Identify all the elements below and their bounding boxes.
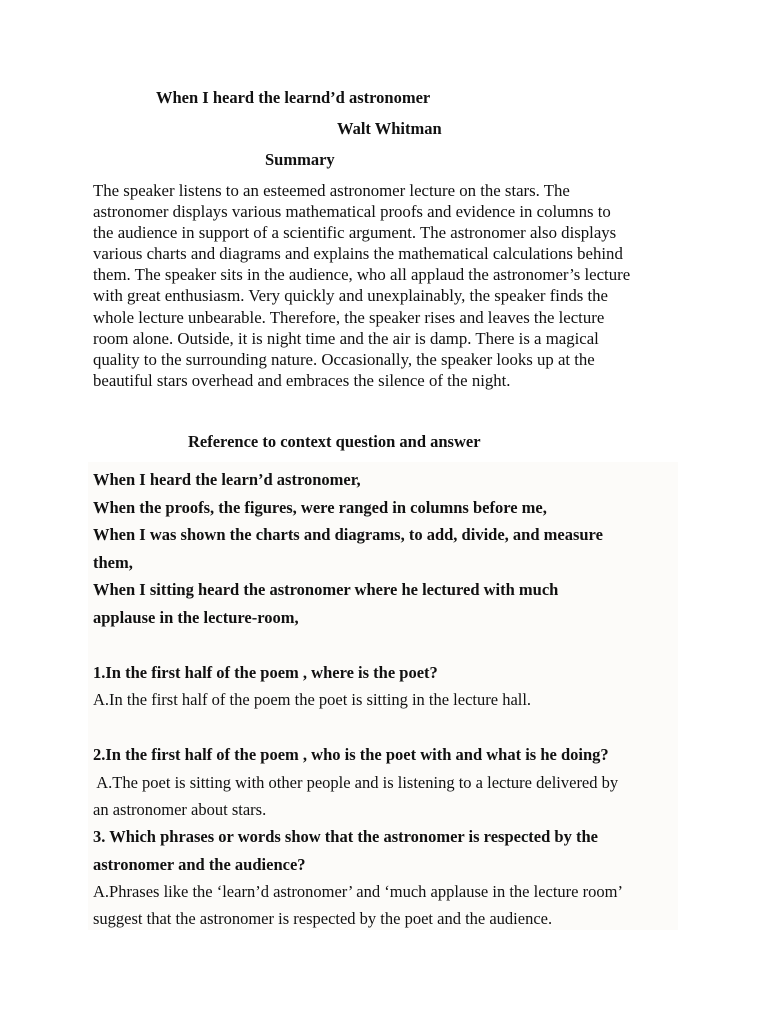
summary-line: astronomer displays various mathematical proofs and evidence in columns to: [93, 202, 611, 222]
poem-line: applause in the lecture-room,: [93, 608, 299, 627]
summary-line: them. The speaker sits in the audience, who all applaud the astronomer’s lecture: [93, 265, 631, 285]
summary-line: with great enthusiasm. Very quickly and unexplainably, the speaker finds the: [93, 286, 608, 306]
summary-paragraph: [93, 180, 683, 391]
question-1: 1.In the first half of the poem , where is the poet?: [93, 663, 438, 682]
poem-title: When I heard the learnd’d astronomer: [156, 88, 431, 107]
question-3: 3. Which phrases or words show that the astronomer is respected by the: [93, 827, 598, 846]
poem-line: When the proofs, the figures, were ranged in columns before me,: [93, 498, 547, 517]
summary-line: beautiful stars overhead and embraces the silence of the night.: [93, 370, 511, 390]
summary-line: quality to the surrounding nature. Occasionally, the speaker looks up at the: [93, 349, 595, 369]
question-2: 2.In the first half of the poem , who is the poet with and what is he doing?: [93, 745, 609, 764]
summary-line: room alone. Outside, it is night time and the air is damp. There is a magical: [93, 328, 599, 348]
answer-2: A.The poet is sitting with other people and is listening to a lecture delivered by: [93, 773, 619, 792]
poem-line: When I sitting heard the astronomer where he lectured with much: [93, 580, 559, 599]
reference-heading: Reference to context question and answer: [188, 432, 481, 451]
poem-line: them,: [93, 553, 133, 572]
summary-line: The speaker listens to an esteemed astronomer lecture on the stars. The: [93, 181, 570, 200]
summary-heading: Summary: [265, 150, 335, 169]
poem-line: When I heard the learn’d astronomer,: [93, 470, 361, 489]
poem-author: Walt Whitman: [337, 119, 442, 138]
question-3: astronomer and the audience?: [93, 855, 306, 874]
answer-3: A.Phrases like the ‘learn’d astronomer’ and ‘much applause in the lecture room’: [93, 882, 623, 901]
poem-line: When I was shown the charts and diagrams, to add, divide, and measure: [93, 525, 603, 544]
question-answer-block: [88, 462, 678, 930]
summary-line: whole lecture unbearable. Therefore, the speaker rises and leaves the lecture: [93, 307, 605, 327]
answer-1: A.In the first half of the poem the poet is sitting in the lecture hall.: [93, 690, 532, 709]
answer-3: suggest that the astronomer is respected by the poet and the audience.: [93, 909, 553, 928]
summary-line: the audience in support of a scientific argument. The astronomer also displays: [93, 223, 617, 243]
summary-line: various charts and diagrams and explains the mathematical calculations behind: [93, 244, 623, 264]
answer-2: an astronomer about stars.: [93, 800, 267, 819]
